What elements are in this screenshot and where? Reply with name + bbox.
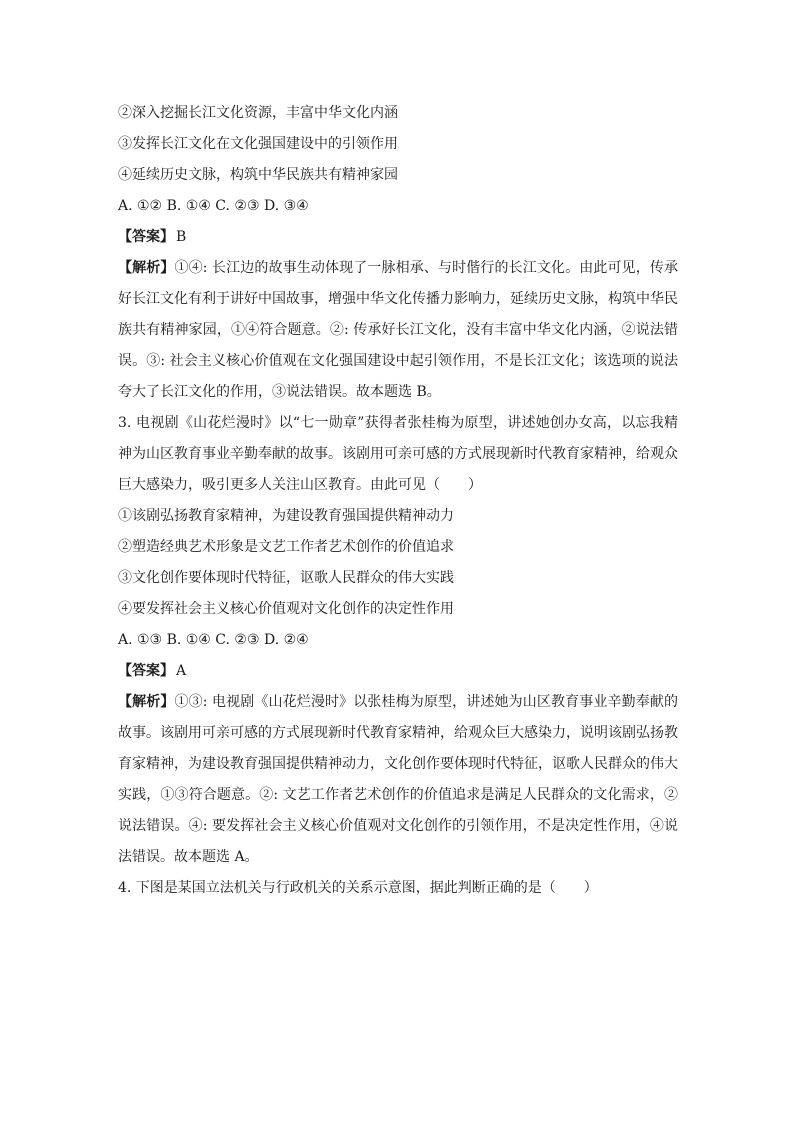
q3-answer-value: A (176, 663, 187, 679)
q2-option-3: ③发挥长江文化在文化强国建设中的引领作用 (118, 136, 398, 152)
q2-answer-value: B (176, 229, 187, 245)
q3-answer (118, 656, 678, 687)
q2-answer (118, 222, 678, 253)
q3-stem: 3. 电视剧《山花烂漫时》以“七一勋章”获得者张桂梅为原型，讲述她创办女高，以忘我精神为山区教育事业辛勤奉献的故事。该剧用可亲可感的方式展现新时代教育家精神，给观众巨大感染力，吸引更多人关注山区教育。由此可见（ ） (118, 415, 678, 493)
document-page (118, 98, 678, 904)
q2-option-2: ②深入挖掘长江文化资源，丰富中华文化内涵 (118, 105, 398, 121)
q3-choices: A. ①③ B. ①④ C. ②③ D. ②④ (118, 632, 309, 648)
q3-answer-label: 【答案】 (118, 663, 174, 679)
q4-stem: 4. 下图是某国立法机关与行政机关的关系示意图，据此判断正确的是（ ） (118, 880, 598, 896)
q3-analysis (118, 687, 678, 873)
q2-analysis-label: 【解析】 (118, 260, 175, 276)
q2-option-4: ④延续历史文脉，构筑中华民族共有精神家园 (118, 167, 398, 183)
q3-option-4: ④要发挥社会主义核心价值观对文化创作的决定性作用 (118, 601, 454, 617)
q3-analysis-label: 【解析】 (118, 694, 175, 710)
q3-option-3: ③文化创作要体现时代特征，讴歌人民群众的伟大实践 (118, 570, 454, 586)
q2-analysis-text: ①④: 长江边的故事生动体现了一脉相承、与时偕行的长江文化。由此可见，传承好长江文化有利于讲好中国故事，增强中华文化传播力影响力，延续历史文脉，构筑中华民族共有精神家园，①④符合题意。②: 传承好长江文化，没有丰富中华文化内涵，②说法错误。③: 社会主义核心价值观在文化强国建设中起引领作用，不是长江文化；该选项的说法夸大了长江文化的作用，③说法错误。故本题选 B。 (118, 260, 678, 400)
q2-answer-label: 【答案】 (118, 229, 174, 245)
q2-options (118, 98, 678, 191)
q3-options (118, 501, 678, 625)
q3-analysis-text: ①③: 电视剧《山花烂漫时》以张桂梅为原型，讲述她为山区教育事业辛勤奉献的故事。该剧用可亲可感的方式展现新时代教育家精神，给观众巨大感染力，说明该剧弘扬教育家精神，为建设教育强国提供精神动力，文化创作要体现时代特征，讴歌人民群众的伟大实践，①③符合题意。②: 文艺工作者艺术创作的价值追求是满足人民群众的文化需求，②说法错误。④: 要发挥社会主义核心价值观对文化创作的引领作用，不是决定性作用，④说法错误。故本题选 A。 (118, 694, 678, 865)
q2-choices: A. ①② B. ①④ C. ②③ D. ③④ (118, 198, 309, 214)
q2-analysis (118, 253, 678, 408)
q3-option-2: ②塑造经典艺术形象是文艺工作者艺术创作的价值追求 (118, 539, 454, 555)
q3-option-1: ①该剧弘扬教育家精神，为建设教育强国提供精神动力 (118, 508, 454, 524)
